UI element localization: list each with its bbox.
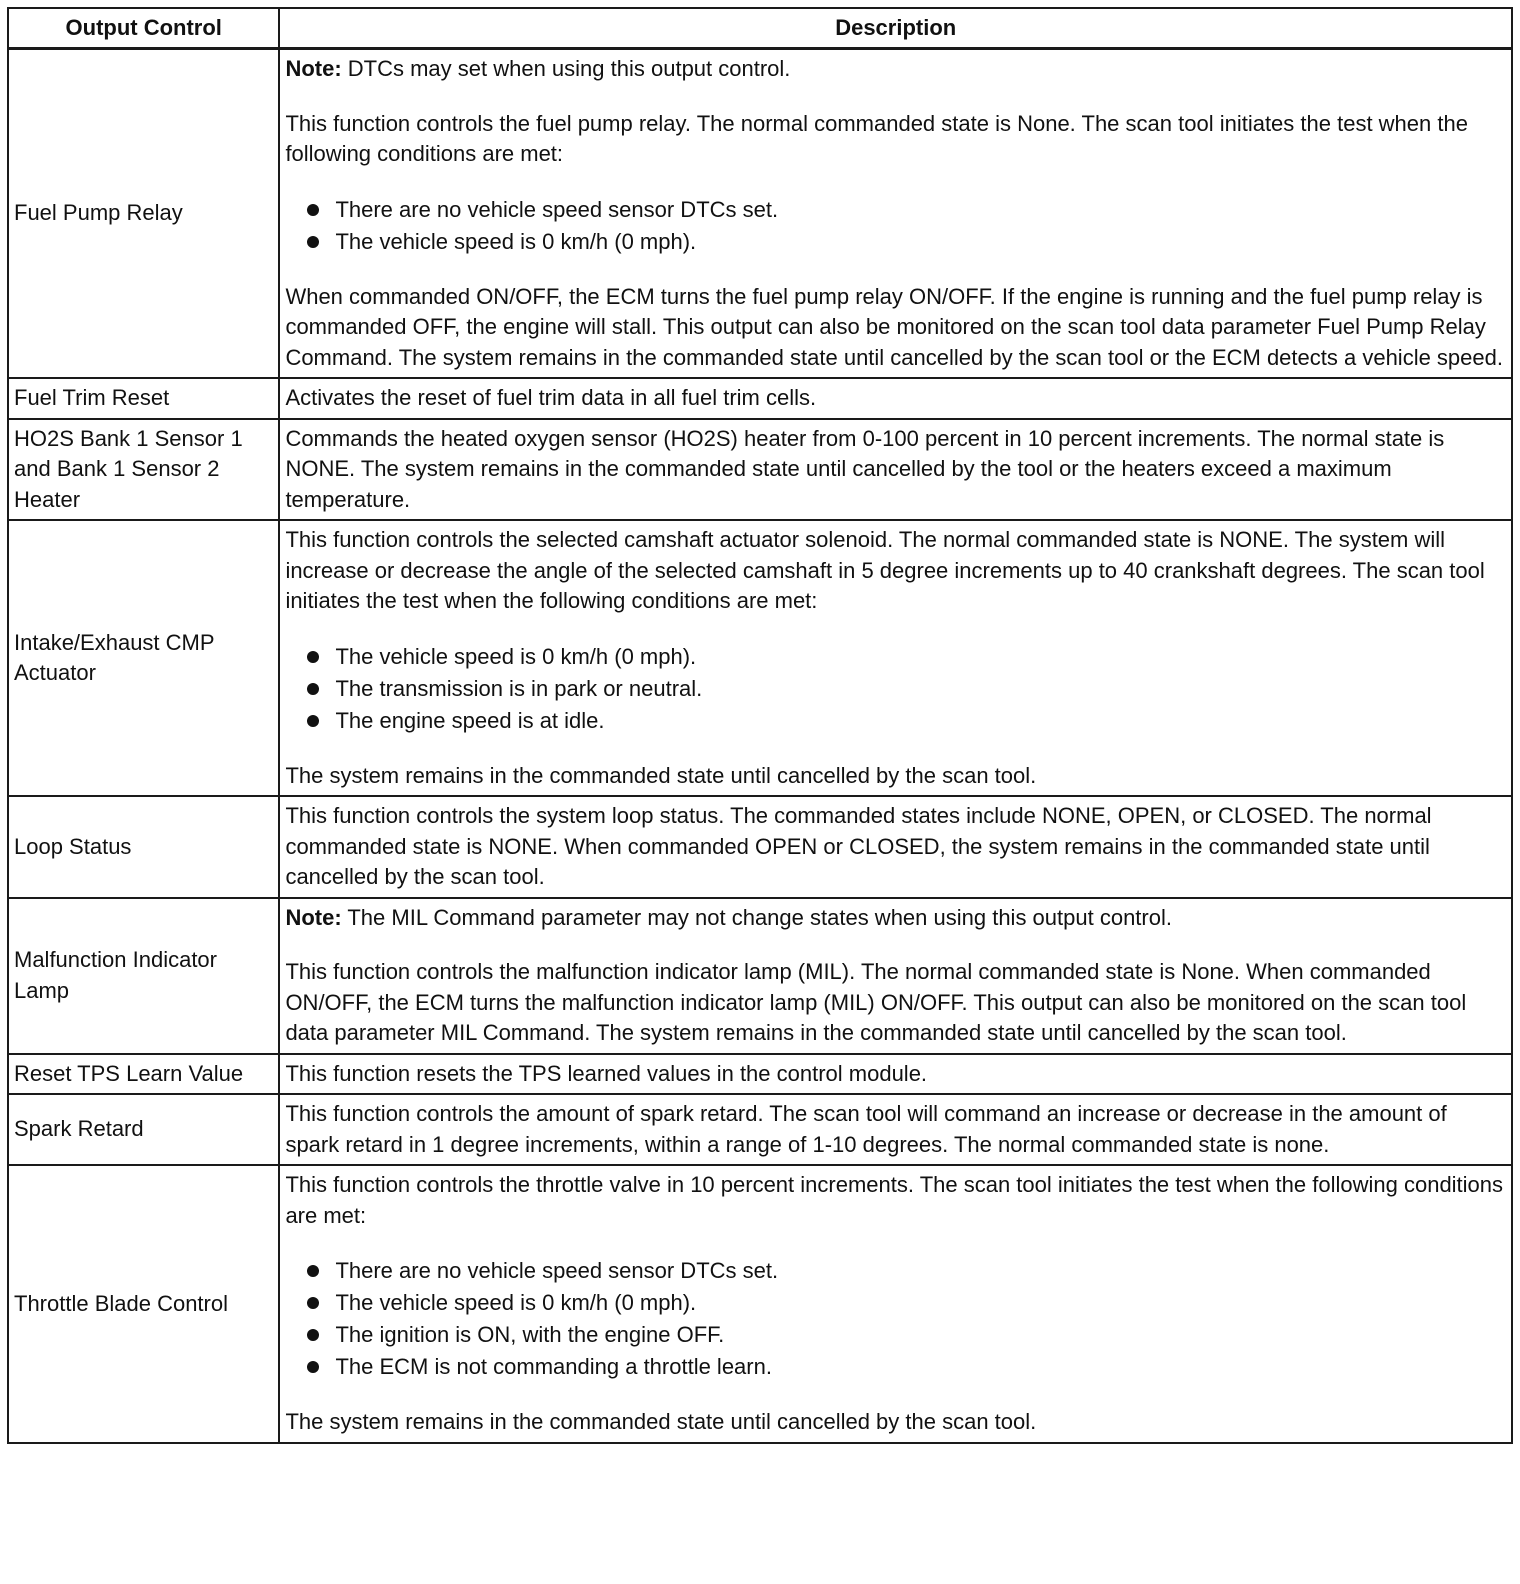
description-paragraph: This function controls the system loop status. The commanded states include NONE, OPEN, or CLOSED. The normal commanded state is NONE. When commanded OPEN or CLOSED, the system remains in the commanded state until cancelled by the scan tool. — [285, 803, 1432, 889]
output-control-table — [7, 7, 1513, 1444]
list-item — [305, 641, 1506, 673]
description-paragraph: This function resets the TPS learned values in the control module. — [285, 1060, 928, 1086]
list-item — [305, 1351, 1506, 1383]
note-label: Note: — [285, 904, 342, 930]
bullet-icon — [307, 651, 319, 663]
description-cell — [279, 520, 1512, 796]
description-cell — [279, 1094, 1512, 1165]
description-paragraph: Commands the heated oxygen sensor (HO2S) heater from 0-100 percent in 10 percent increments. The normal state is NONE. The system remains in the commanded state until cancelled by the tool or the heaters exceed a maximum temperature. — [285, 425, 1445, 512]
table-row — [8, 796, 1512, 898]
note-text: DTCs may set when using this output control. — [341, 56, 791, 81]
output-control-cell: Throttle Blade Control — [8, 1165, 279, 1443]
table-row — [8, 49, 1512, 379]
output-control-cell: Fuel Pump Relay — [8, 49, 279, 379]
bullet-icon — [307, 204, 319, 216]
table-row — [8, 1165, 1512, 1443]
description-cell — [279, 378, 1512, 419]
list-item-text: The vehicle speed is 0 km/h (0 mph). — [335, 1290, 697, 1315]
note-text: The MIL Command parameter may not change states when using this output control. — [341, 904, 1172, 930]
list-item-text: There are no vehicle speed sensor DTCs set. — [335, 196, 779, 222]
list-item — [305, 194, 1506, 226]
table-row — [8, 419, 1512, 521]
output-control-cell: Fuel Trim Reset — [8, 378, 279, 419]
table-row — [8, 520, 1512, 796]
bullet-icon — [307, 715, 319, 727]
condition-list — [285, 641, 1506, 737]
description-cell — [279, 1054, 1512, 1095]
description-paragraph: Activates the reset of fuel trim data in all fuel trim cells. — [285, 385, 817, 410]
bullet-icon — [307, 1297, 319, 1309]
bullet-icon — [307, 683, 319, 695]
list-item-text: The ignition is ON, with the engine OFF. — [335, 1322, 725, 1347]
table-row — [8, 1054, 1512, 1095]
bullet-icon — [307, 1265, 319, 1277]
description-paragraph: This function controls the malfunction indicator lamp (MIL). The normal commanded state is None. When commanded ON/OFF, the ECM turns the malfunction indicator lamp (MIL) ON/OFF. This output can also be monitored on the scan tool data parameter MIL Command. The system remains in the commanded state until cancelled by the scan tool. — [285, 959, 1467, 1045]
description-paragraph: When commanded ON/OFF, the ECM turns the fuel pump relay ON/OFF. If the engine is running and the fuel pump relay is commanded OFF, the engine will stall. This output can also be monitored on the scan tool data parameter Fuel Pump Relay Command. The system remains in the commanded state until cancelled by the scan tool or the ECM detects a vehicle speed. — [285, 283, 1503, 370]
list-item-text: The vehicle speed is 0 km/h (0 mph). — [335, 228, 697, 254]
output-control-cell: Reset TPS Learn Value — [8, 1054, 279, 1095]
description-paragraph: The system remains in the commanded state until cancelled by the scan tool. — [285, 762, 1037, 788]
list-item-text: The transmission is in park or neutral. — [335, 675, 703, 701]
output-control-cell: Spark Retard — [8, 1094, 279, 1165]
output-control-cell: Intake/Exhaust CMP Actuator — [8, 520, 279, 796]
description-paragraph: The system remains in the commanded state until cancelled by the scan tool. — [285, 1409, 1037, 1434]
header-description: Description — [279, 8, 1512, 49]
list-item-text: The ECM is not commanding a throttle learn. — [335, 1354, 772, 1379]
table-row — [8, 898, 1512, 1054]
document-page — [7, 7, 1513, 1444]
note-label: Note: — [285, 56, 342, 81]
list-item — [305, 673, 1506, 705]
description-cell — [279, 419, 1512, 521]
description-paragraph: This function controls the selected camshaft actuator solenoid. The normal commanded state is NONE. The system will increase or decrease the angle of the selected camshaft in 5 degree increments up to 40 crankshaft degrees. The scan tool initiates the test when the following conditions are met: — [285, 527, 1485, 613]
description-cell — [279, 898, 1512, 1054]
description-paragraph: This function controls the fuel pump relay. The normal commanded state is None. The scan tool initiates the test when the following conditions are met: — [285, 110, 1468, 166]
table-header-row — [8, 8, 1512, 49]
output-control-cell: Loop Status — [8, 796, 279, 898]
bullet-icon — [307, 1329, 319, 1341]
table-row — [8, 1094, 1512, 1165]
list-item — [305, 705, 1506, 737]
condition-list — [285, 194, 1506, 258]
table-row — [8, 378, 1512, 419]
list-item — [305, 226, 1506, 258]
header-output-control: Output Control — [8, 8, 279, 49]
note-paragraph — [285, 903, 1506, 934]
bullet-icon — [307, 1361, 319, 1373]
list-item-text: The engine speed is at idle. — [335, 707, 605, 733]
description-paragraph: This function controls the amount of spark retard. The scan tool will command an increase or decrease in the amount of spark retard in 1 degree increments, within a range of 1-10 degrees. The normal commanded state is none. — [285, 1101, 1447, 1157]
list-item — [305, 1319, 1506, 1351]
condition-list — [285, 1255, 1506, 1383]
list-item — [305, 1287, 1506, 1319]
output-control-cell: HO2S Bank 1 Sensor 1 and Bank 1 Sensor 2 Heater — [8, 419, 279, 521]
list-item — [305, 1255, 1506, 1287]
list-item-text: The vehicle speed is 0 km/h (0 mph). — [335, 643, 697, 669]
list-item-text: There are no vehicle speed sensor DTCs set. — [335, 1258, 779, 1283]
note-paragraph — [285, 54, 1506, 85]
description-cell — [279, 49, 1512, 379]
bullet-icon — [307, 236, 319, 248]
description-cell — [279, 1165, 1512, 1443]
description-paragraph: This function controls the throttle valve in 10 percent increments. The scan tool initiates the test when the following conditions are met: — [285, 1172, 1504, 1228]
description-cell — [279, 796, 1512, 898]
output-control-cell: Malfunction Indicator Lamp — [8, 898, 279, 1054]
